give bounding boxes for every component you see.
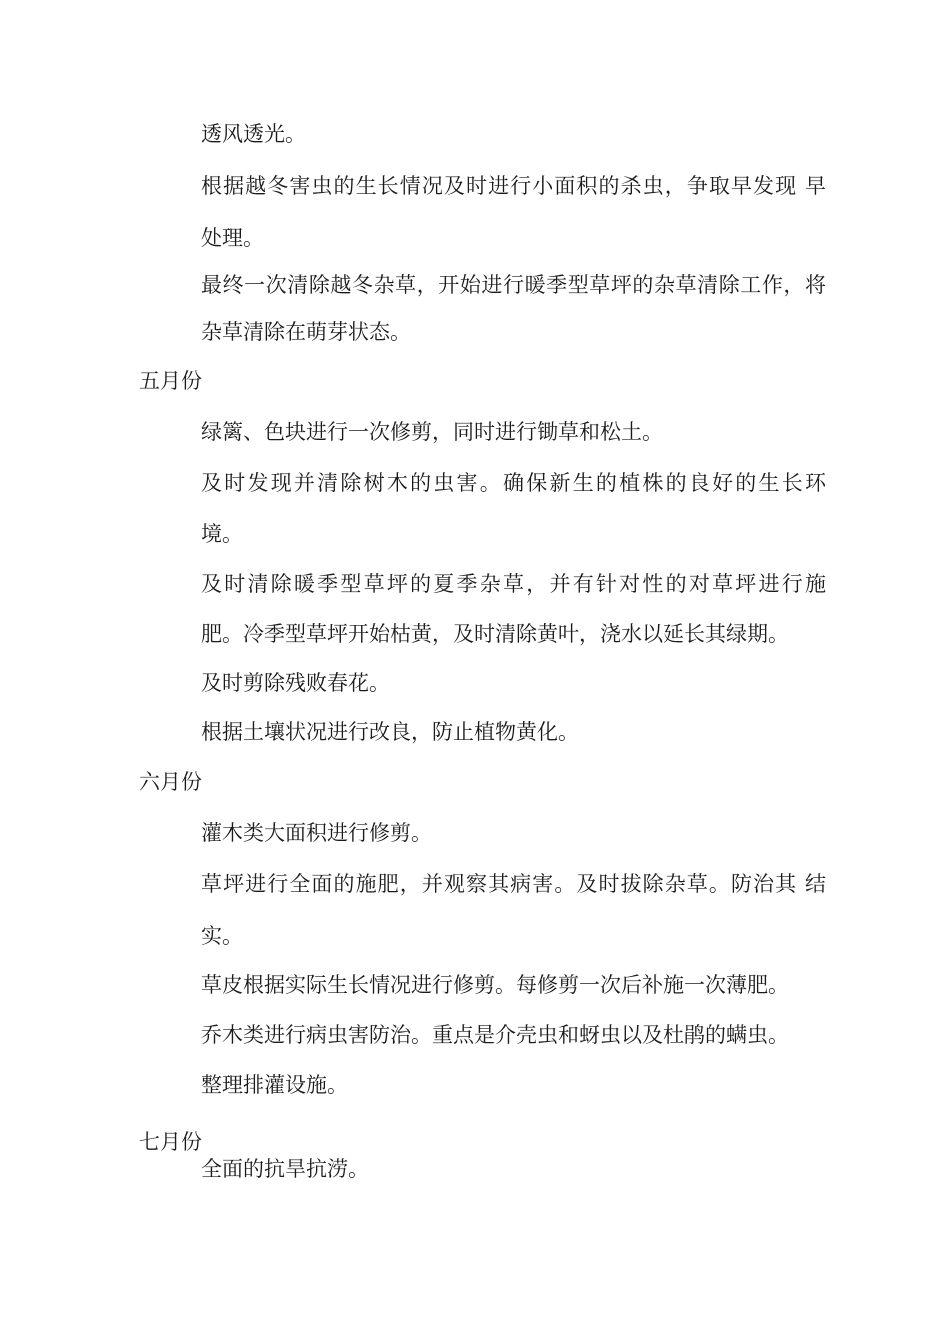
paragraph-line: 草坪进行全面的施肥，并观察其病害。及时拔除杂草。防治其 结 [201, 872, 826, 896]
paragraph-line: 实。 [201, 924, 243, 948]
paragraph-line: 及时发现并清除树木的虫害。确保新生的植株的良好的生长环 [201, 471, 826, 495]
section-heading-june: 六月份 [139, 770, 202, 794]
paragraph-line: 根据土壤状况进行改良，防止植物黄化。 [201, 720, 579, 744]
paragraph-line: 透风透光。 [201, 122, 306, 146]
section-heading-may: 五月份 [139, 369, 202, 393]
section-heading-july: 七月份 [139, 1130, 202, 1154]
paragraph-line: 整理排灌设施。 [201, 1073, 348, 1097]
paragraph-line: 肥。冷季型草坪开始枯黄，及时清除黄叶，浇水以延长其绿期。 [201, 622, 789, 646]
paragraph-line: 处理。 [201, 226, 264, 250]
paragraph-line: 乔木类进行病虫害防治。重点是介壳虫和蚜虫以及杜鹃的螨虫。 [201, 1023, 789, 1047]
paragraph-line: 境。 [201, 522, 243, 546]
paragraph-line: 及时剪除残败春花。 [201, 671, 390, 695]
paragraph-line: 全面的抗旱抗涝。 [201, 1157, 369, 1181]
paragraph-line: 杂草清除在萌芽状态。 [201, 320, 411, 344]
paragraph-line: 草皮根据实际生长情况进行修剪。每修剪一次后补施一次薄肥。 [201, 973, 789, 997]
paragraph-line: 最终一次清除越冬杂草，开始进行暖季型草坪的杂草清除工作，将 [201, 273, 826, 297]
paragraph-line: 根据越冬害虫的生长情况及时进行小面积的杀虫，争取早发现 早 [201, 174, 826, 198]
paragraph-line: 灌木类大面积进行修剪。 [201, 821, 432, 845]
paragraph-line: 绿篱、色块进行一次修剪，同时进行锄草和松土。 [201, 420, 663, 444]
paragraph-line: 及时清除暖季型草坪的夏季杂草，并有针对性的对草坪进行施 [201, 572, 826, 596]
